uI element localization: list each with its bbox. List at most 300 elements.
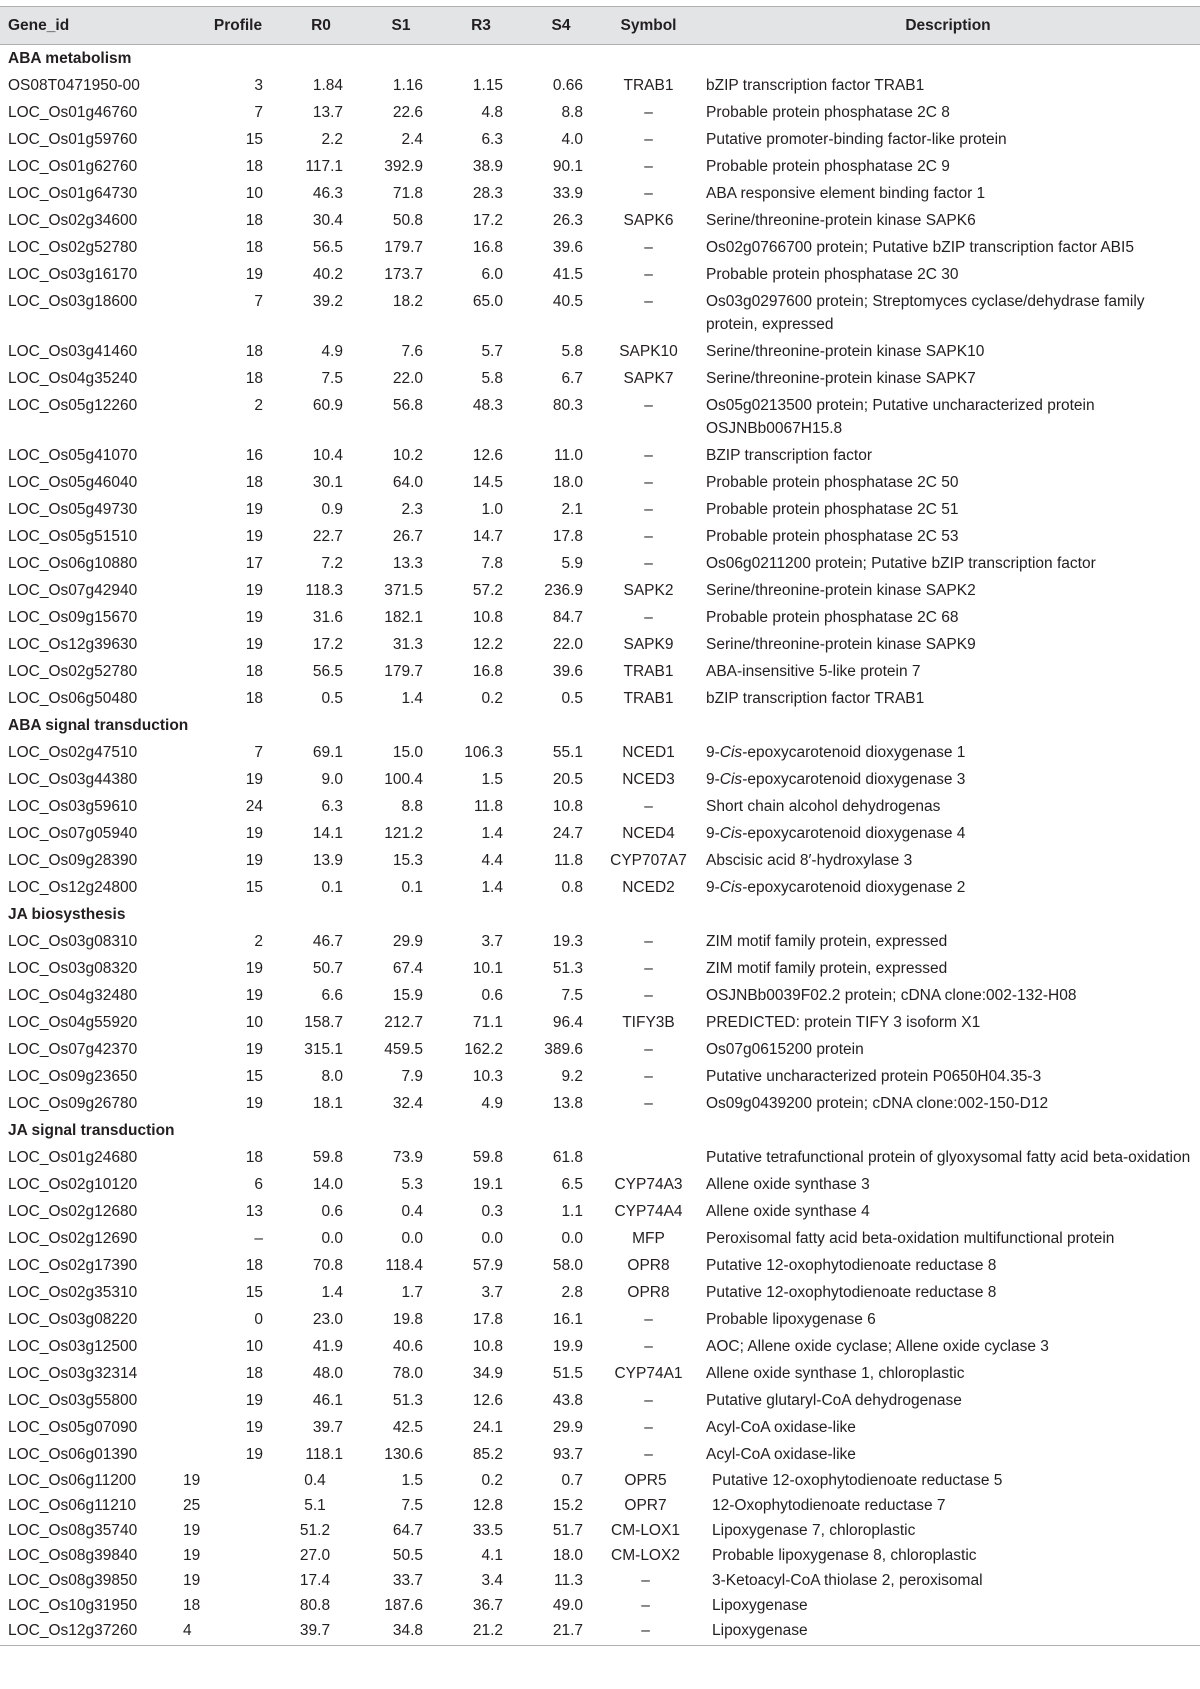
cell-symbol: – <box>644 1311 653 1328</box>
cell-r3: 12.8 <box>472 1497 503 1514</box>
cell-symbol: SAPK2 <box>623 582 674 599</box>
cell-s4: 39.6 <box>552 663 583 680</box>
cell-profile: 2 <box>254 397 263 414</box>
cell-s4: 17.8 <box>552 528 583 545</box>
cell-s1: 15.3 <box>392 852 423 869</box>
cell-s1: 15.0 <box>392 744 423 761</box>
cell-r3: 12.6 <box>472 1392 503 1409</box>
cell-s1: 13.3 <box>392 555 423 572</box>
cell-symbol: CM-LOX2 <box>611 1547 680 1564</box>
cell-symbol: TIFY3B <box>622 1014 675 1031</box>
cell-s1: 7.9 <box>401 1068 423 1085</box>
cell-r3: 12.2 <box>472 636 503 653</box>
cell-symbol: SAPK6 <box>623 212 674 229</box>
cell-s1: 459.5 <box>384 1041 423 1058</box>
cell-r0: 56.5 <box>312 239 343 256</box>
cell-profile: 18 <box>245 1257 263 1274</box>
cell-r0: 118.3 <box>305 582 343 599</box>
cell-gene-id: LOC_Os08g35740 <box>8 1522 138 1539</box>
cell-profile: 18 <box>245 212 263 229</box>
cell-s4: 1.1 <box>561 1203 583 1220</box>
cell-symbol: – <box>644 239 653 256</box>
cell-symbol: NCED2 <box>622 879 675 896</box>
cell-description: 9-Cis-epoxycarotenoid dioxygenase 3 <box>706 771 966 788</box>
cell-gene-id: LOC_Os03g59610 <box>8 798 138 815</box>
cell-r0: 80.8 <box>299 1597 331 1614</box>
header-description: Description <box>696 7 1200 45</box>
cell-s4: 51.3 <box>552 960 583 977</box>
table-row <box>0 469 1200 496</box>
cell-description: ABA responsive element binding factor 1 <box>706 185 986 202</box>
cell-symbol: – <box>601 1618 696 1646</box>
cell-s4: 84.7 <box>552 609 583 626</box>
cell-s4: 6.5 <box>561 1176 583 1193</box>
cell-profile: 18 <box>183 1597 201 1614</box>
cell-gene-id: LOC_Os10g31950 <box>8 1597 138 1614</box>
cell-r3: 4.8 <box>481 104 503 121</box>
cell-s1: 121.2 <box>384 825 423 842</box>
cell-description: Probable lipoxygenase 6 <box>706 1311 876 1328</box>
cell-r0: 59.8 <box>312 1149 343 1166</box>
cell-profile: 17 <box>245 555 263 572</box>
cell-s4: 49.0 <box>552 1597 583 1614</box>
cell-r3: 0.6 <box>481 987 503 1004</box>
cell-description: 3-Ketoacyl-CoA thiolase 2, peroxisomal <box>712 1572 983 1589</box>
cell-r3: 11.8 <box>473 798 503 815</box>
cell-r3: 16.8 <box>472 663 503 680</box>
cell-r0: 9.0 <box>321 771 343 788</box>
cell-r0: 30.1 <box>312 474 343 491</box>
cell-symbol: NCED1 <box>622 744 675 761</box>
cell-profile: 7 <box>254 104 263 121</box>
cell-symbol: – <box>644 266 653 283</box>
cell-r0: 48.0 <box>312 1365 343 1382</box>
cell-symbol: – <box>644 447 653 464</box>
table-row <box>0 820 1200 847</box>
cell-r3: 57.2 <box>472 582 503 599</box>
cell-r0: 13.9 <box>312 852 343 869</box>
cell-r3: 38.9 <box>472 158 503 175</box>
cell-s1: 67.4 <box>392 960 423 977</box>
cell-gene-id: LOC_Os02g12680 <box>8 1203 138 1220</box>
cell-profile: 19 <box>245 1392 263 1409</box>
cell-gene-id: LOC_Os09g23650 <box>8 1068 138 1085</box>
cell-r3: 19.1 <box>472 1176 503 1193</box>
cell-r0: 0.1 <box>321 879 343 896</box>
cell-gene-id: LOC_Os02g52780 <box>8 663 138 680</box>
table-row <box>0 631 1200 658</box>
cell-r0: 31.6 <box>312 609 343 626</box>
table-row <box>0 1036 1200 1063</box>
cell-gene-id: LOC_Os05g41070 <box>8 447 138 464</box>
cell-profile: 19 <box>183 1522 201 1539</box>
cell-profile: 15 <box>245 1068 263 1085</box>
cell-symbol: – <box>644 987 653 1004</box>
cell-s1: 33.7 <box>392 1572 423 1589</box>
cell-s1: 118.4 <box>385 1257 423 1274</box>
cell-profile: 19 <box>245 852 263 869</box>
table-row <box>0 1009 1200 1036</box>
cell-description: Os07g0615200 protein <box>706 1041 864 1058</box>
cell-s4: 20.5 <box>552 771 583 788</box>
cell-s4: 5.9 <box>561 555 583 572</box>
cell-s4: 19.9 <box>552 1338 583 1355</box>
cell-profile: 4 <box>183 1618 269 1646</box>
cell-s1: 31.3 <box>392 636 423 653</box>
cell-s4: 0.7 <box>561 1472 583 1489</box>
cell-s4: 18.0 <box>552 474 583 491</box>
cell-profile: 18 <box>245 474 263 491</box>
cell-s1: 64.0 <box>392 474 423 491</box>
cell-s4: 9.2 <box>561 1068 583 1085</box>
cell-description: Os02g0766700 protein; Putative bZIP transcription factor ABI5 <box>706 239 1134 256</box>
table-row <box>0 577 1200 604</box>
cell-r3: 0.2 <box>481 1472 503 1489</box>
table-row <box>0 1306 1200 1333</box>
table-row <box>0 955 1200 982</box>
cell-symbol: – <box>644 960 653 977</box>
cell-s1: 371.5 <box>384 582 423 599</box>
cell-symbol: – <box>644 293 653 310</box>
cell-description: 9-Cis-epoxycarotenoid dioxygenase 1 <box>706 744 966 761</box>
table-row <box>0 1171 1200 1198</box>
cell-r0: 118.1 <box>305 1446 343 1463</box>
cell-s1: 29.9 <box>392 933 423 950</box>
cell-s4: 236.9 <box>544 582 583 599</box>
cell-description: Allene oxide synthase 3 <box>706 1176 870 1193</box>
cell-profile: 10 <box>245 1338 263 1355</box>
cell-symbol: TRAB1 <box>623 690 674 707</box>
cell-gene-id: LOC_Os02g10120 <box>8 1176 138 1193</box>
cell-r0: 69.1 <box>312 744 343 761</box>
cell-r0: 39.7 <box>312 1419 343 1436</box>
table-row <box>0 874 1200 901</box>
cell-description: Probable protein phosphatase 2C 53 <box>706 528 959 545</box>
cell-symbol: SAPK9 <box>623 636 674 653</box>
cell-s4: 55.1 <box>552 744 583 761</box>
header-s4: S4 <box>521 7 601 45</box>
section-row <box>0 901 1200 928</box>
cell-r3: 7.8 <box>481 555 503 572</box>
table-row <box>0 392 1200 442</box>
cell-description: OSJNBb0039F02.2 protein; cDNA clone:002-132-H08 <box>706 987 1077 1004</box>
cell-r3: 65.0 <box>472 293 503 310</box>
cell-description: AOC; Allene oxide cyclase; Allene oxide cyclase 3 <box>706 1338 1049 1355</box>
cell-profile: 18 <box>245 343 263 360</box>
cell-r3: 17.2 <box>472 212 503 229</box>
cell-s1: 56.8 <box>392 397 423 414</box>
cell-symbol: TRAB1 <box>623 663 674 680</box>
cell-s1: 26.7 <box>392 528 423 545</box>
cell-description: Putative promoter-binding factor-like protein <box>706 131 1007 148</box>
cell-profile: 19 <box>245 1446 263 1463</box>
cell-gene-id: LOC_Os07g42940 <box>8 582 138 599</box>
cell-r0: 0.9 <box>321 501 343 518</box>
cell-r0: 315.1 <box>304 1041 343 1058</box>
cell-r3: 33.5 <box>472 1522 503 1539</box>
cell-symbol: – <box>644 397 653 414</box>
table-row <box>0 1144 1200 1171</box>
cell-profile: 18 <box>245 1149 263 1166</box>
cell-s4: 22.0 <box>552 636 583 653</box>
cell-s4: 389.6 <box>544 1041 583 1058</box>
table-row <box>0 1618 1200 1646</box>
cell-r3: 3.7 <box>481 933 503 950</box>
cell-symbol: CM-LOX1 <box>611 1522 680 1539</box>
cell-symbol: – <box>644 104 653 121</box>
cell-symbol: – <box>641 1597 650 1614</box>
cell-s4: 10.8 <box>552 798 583 815</box>
cell-description: Serine/threonine-protein kinase SAPK10 <box>706 343 985 360</box>
cell-r3: 14.5 <box>472 474 503 491</box>
cell-s4: 39.6 <box>552 239 583 256</box>
table-row <box>0 1468 1200 1493</box>
cell-gene-id: LOC_Os02g17390 <box>8 1257 138 1274</box>
cell-description: Allene oxide synthase 1, chloroplastic <box>706 1365 965 1382</box>
cell-s1: 392.9 <box>384 158 423 175</box>
cell-symbol: NCED3 <box>622 771 675 788</box>
cell-r3: 1.15 <box>472 77 503 94</box>
cell-r3: 162.2 <box>464 1041 503 1058</box>
cell-description: Os03g0297600 protein; Streptomyces cyclase/dehydrase family protein, expressed <box>706 293 1145 333</box>
cell-s4: 41.5 <box>552 266 583 283</box>
cell-r0: 17.4 <box>299 1572 331 1589</box>
cell-s4: 51.5 <box>552 1365 583 1382</box>
cell-s4: 16.1 <box>552 1311 583 1328</box>
cell-s1: 179.7 <box>384 239 423 256</box>
cell-r3: 57.9 <box>472 1257 503 1274</box>
cell-r3: 12.6 <box>472 447 503 464</box>
table-row <box>0 1543 1200 1568</box>
cell-gene-id: LOC_Os12g39630 <box>8 636 138 653</box>
gene-table-container <box>0 6 1200 1646</box>
cell-symbol: – <box>644 474 653 491</box>
cell-r0: 1.84 <box>312 77 343 94</box>
cell-r3: 71.1 <box>472 1014 503 1031</box>
table-row <box>0 1333 1200 1360</box>
cell-description: Probable protein phosphatase 2C 50 <box>706 474 959 491</box>
header-symbol: Symbol <box>601 7 696 45</box>
cell-description: Peroxisomal fatty acid beta-oxidation multifunctional protein <box>706 1230 1115 1247</box>
cell-r3: 6.0 <box>481 266 503 283</box>
cell-symbol: – <box>641 1572 650 1589</box>
cell-r0: 10.4 <box>312 447 343 464</box>
cell-r0: 14.0 <box>312 1176 343 1193</box>
table-row <box>0 153 1200 180</box>
cell-r0: 6.6 <box>321 987 343 1004</box>
cell-profile: 15 <box>245 879 263 896</box>
cell-s1: 1.16 <box>392 77 423 94</box>
cell-symbol: – <box>644 1446 653 1463</box>
cell-profile: – <box>254 1230 263 1247</box>
cell-gene-id: LOC_Os04g35240 <box>8 370 138 387</box>
cell-s1: 50.8 <box>392 212 423 229</box>
cell-s1: 50.5 <box>392 1547 423 1564</box>
cell-s4: 5.8 <box>561 343 583 360</box>
cell-gene-id: LOC_Os03g55800 <box>8 1392 138 1409</box>
cell-r3: 10.8 <box>472 1338 503 1355</box>
cell-s1: 187.6 <box>384 1597 423 1614</box>
cell-gene-id: LOC_Os03g12500 <box>8 1338 138 1355</box>
cell-r0: 1.4 <box>321 1284 343 1301</box>
cell-gene-id: LOC_Os03g44380 <box>8 771 138 788</box>
table-row <box>0 338 1200 365</box>
cell-gene-id: LOC_Os04g55920 <box>8 1014 138 1031</box>
cell-profile: 19 <box>183 1472 201 1489</box>
cell-r3: 48.3 <box>472 397 503 414</box>
cell-description: Putative uncharacterized protein P0650H04.35-3 <box>706 1068 1042 1085</box>
cell-description: Serine/threonine-protein kinase SAPK2 <box>706 582 976 599</box>
cell-symbol: OPR7 <box>624 1497 667 1514</box>
cell-r0: 6.3 <box>321 798 343 815</box>
table-row <box>0 1279 1200 1306</box>
cell-r0: 14.1 <box>312 825 343 842</box>
cell-r0: 39.7 <box>281 1618 361 1646</box>
cell-description: Probable protein phosphatase 2C 68 <box>706 609 959 626</box>
cell-profile: 18 <box>245 690 263 707</box>
table-row <box>0 793 1200 820</box>
cell-description: Probable protein phosphatase 2C 9 <box>706 158 950 175</box>
cell-profile: 19 <box>245 266 263 283</box>
cell-r3: 4.4 <box>481 852 503 869</box>
cell-r3: 24.1 <box>472 1419 503 1436</box>
cell-s4: 0.66 <box>552 77 583 94</box>
cell-description: Os05g0213500 protein; Putative uncharacterized protein OSJNBb0067H15.8 <box>706 397 1095 437</box>
table-row <box>0 1252 1200 1279</box>
cell-s4: 51.7 <box>552 1522 583 1539</box>
cell-description: Acyl-CoA oxidase-like <box>706 1446 856 1463</box>
table-row <box>0 685 1200 712</box>
cell-description: PREDICTED: protein TIFY 3 isoform X1 <box>706 1014 981 1031</box>
table-row <box>0 982 1200 1009</box>
cell-description: Probable protein phosphatase 2C 51 <box>706 501 959 518</box>
cell-profile: 7 <box>254 744 263 761</box>
cell-profile: 18 <box>245 663 263 680</box>
cell-symbol: – <box>644 798 653 815</box>
cell-gene-id: LOC_Os03g32314 <box>8 1365 138 1382</box>
cell-s4: 8.8 <box>561 104 583 121</box>
cell-s1: 32.4 <box>392 1095 423 1112</box>
cell-profile: 19 <box>245 960 263 977</box>
cell-r0: 46.3 <box>312 185 343 202</box>
cell-gene-id: LOC_Os03g16170 <box>8 266 138 283</box>
cell-description: Putative 12-oxophytodienoate reductase 5 <box>712 1472 1003 1489</box>
cell-gene-id: LOC_Os03g08220 <box>8 1311 138 1328</box>
cell-profile: 0 <box>254 1311 263 1328</box>
cell-r0: 0.5 <box>321 690 343 707</box>
cell-profile: 13 <box>245 1203 263 1220</box>
header-r3: R3 <box>441 7 521 45</box>
table-row <box>0 1225 1200 1252</box>
cell-profile: 3 <box>254 77 263 94</box>
cell-r3: 3.4 <box>481 1572 503 1589</box>
cell-s1: 0.1 <box>401 879 423 896</box>
table-row <box>0 72 1200 99</box>
table-row <box>0 99 1200 126</box>
cell-description: Putative 12-oxophytodienoate reductase 8 <box>706 1284 997 1301</box>
cell-symbol: – <box>644 528 653 545</box>
table-row <box>0 180 1200 207</box>
cell-symbol: – <box>644 1392 653 1409</box>
cell-description: BZIP transcription factor <box>706 447 872 464</box>
cell-profile: 19 <box>245 1095 263 1112</box>
cell-gene-id: LOC_Os05g49730 <box>8 501 138 518</box>
cell-gene-id: LOC_Os02g52780 <box>8 239 138 256</box>
cell-symbol: – <box>644 1068 653 1085</box>
cell-s1: 1.7 <box>401 1284 423 1301</box>
cell-s4: 18.0 <box>552 1547 583 1564</box>
cell-r0: 46.7 <box>312 933 343 950</box>
cell-r0: 46.1 <box>312 1392 343 1409</box>
header-profile: Profile <box>195 7 281 45</box>
cell-gene-id: LOC_Os05g51510 <box>8 528 138 545</box>
cell-profile: 16 <box>245 447 263 464</box>
cell-symbol: CYP74A3 <box>614 1176 683 1193</box>
cell-profile: 24 <box>245 798 263 815</box>
header-gene-id: Gene_id <box>0 7 195 45</box>
cell-description: Lipoxygenase 7, chloroplastic <box>712 1522 916 1539</box>
cell-profile: 10 <box>245 1014 263 1031</box>
cell-symbol: CYP707A7 <box>610 852 687 869</box>
cell-s1: 2.3 <box>401 501 423 518</box>
cell-description: Serine/threonine-protein kinase SAPK6 <box>706 212 976 229</box>
header-s1: S1 <box>361 7 441 45</box>
cell-symbol: – <box>644 1338 653 1355</box>
cell-description: 12-Oxophytodienoate reductase 7 <box>712 1497 946 1514</box>
cell-gene-id: LOC_Os08g39840 <box>8 1547 138 1564</box>
cell-s4: 13.8 <box>552 1095 583 1112</box>
cell-description: Os09g0439200 protein; cDNA clone:002-150-D12 <box>706 1095 1049 1112</box>
cell-description: Os06g0211200 protein; Putative bZIP transcription factor <box>706 555 1096 572</box>
cell-gene-id: LOC_Os12g37260 <box>0 1618 195 1646</box>
cell-s4: 6.7 <box>561 370 583 387</box>
cell-s1: 182.1 <box>384 609 423 626</box>
table-row <box>0 1493 1200 1518</box>
cell-symbol: SAPK10 <box>619 343 678 360</box>
cell-s4: 29.9 <box>552 1419 583 1436</box>
table-row <box>0 288 1200 338</box>
table-row <box>0 1063 1200 1090</box>
table-row <box>0 1441 1200 1468</box>
table-row <box>0 1593 1200 1618</box>
cell-s4: 40.5 <box>552 293 583 310</box>
cell-s1: 18.2 <box>392 293 423 310</box>
cell-profile: 6 <box>254 1176 263 1193</box>
cell-s1: 42.5 <box>392 1419 423 1436</box>
cell-description: Probable protein phosphatase 2C 8 <box>706 104 950 121</box>
cell-gene-id: LOC_Os02g47510 <box>8 744 138 761</box>
cell-gene-id: LOC_Os01g24680 <box>8 1149 138 1166</box>
table-row <box>0 1360 1200 1387</box>
cell-description: Lipoxygenase <box>696 1618 1200 1646</box>
cell-s1: 5.3 <box>401 1176 423 1193</box>
table-row <box>0 847 1200 874</box>
cell-s4: 61.8 <box>552 1149 583 1166</box>
cell-gene-id: LOC_Os03g18600 <box>8 293 138 310</box>
cell-r0: 8.0 <box>321 1068 343 1085</box>
cell-s4: 96.4 <box>552 1014 583 1031</box>
cell-r0: 70.8 <box>312 1257 343 1274</box>
cell-gene-id: LOC_Os06g11210 <box>8 1497 137 1514</box>
cell-symbol <box>601 1144 696 1171</box>
cell-r0: 13.7 <box>312 104 343 121</box>
cell-gene-id: LOC_Os06g01390 <box>8 1446 138 1463</box>
cell-r0: 158.7 <box>304 1014 343 1031</box>
cell-s1: 19.8 <box>392 1311 423 1328</box>
cell-description: 9-Cis-epoxycarotenoid dioxygenase 4 <box>706 825 966 842</box>
cell-profile: 18 <box>245 370 263 387</box>
table-row <box>0 766 1200 793</box>
